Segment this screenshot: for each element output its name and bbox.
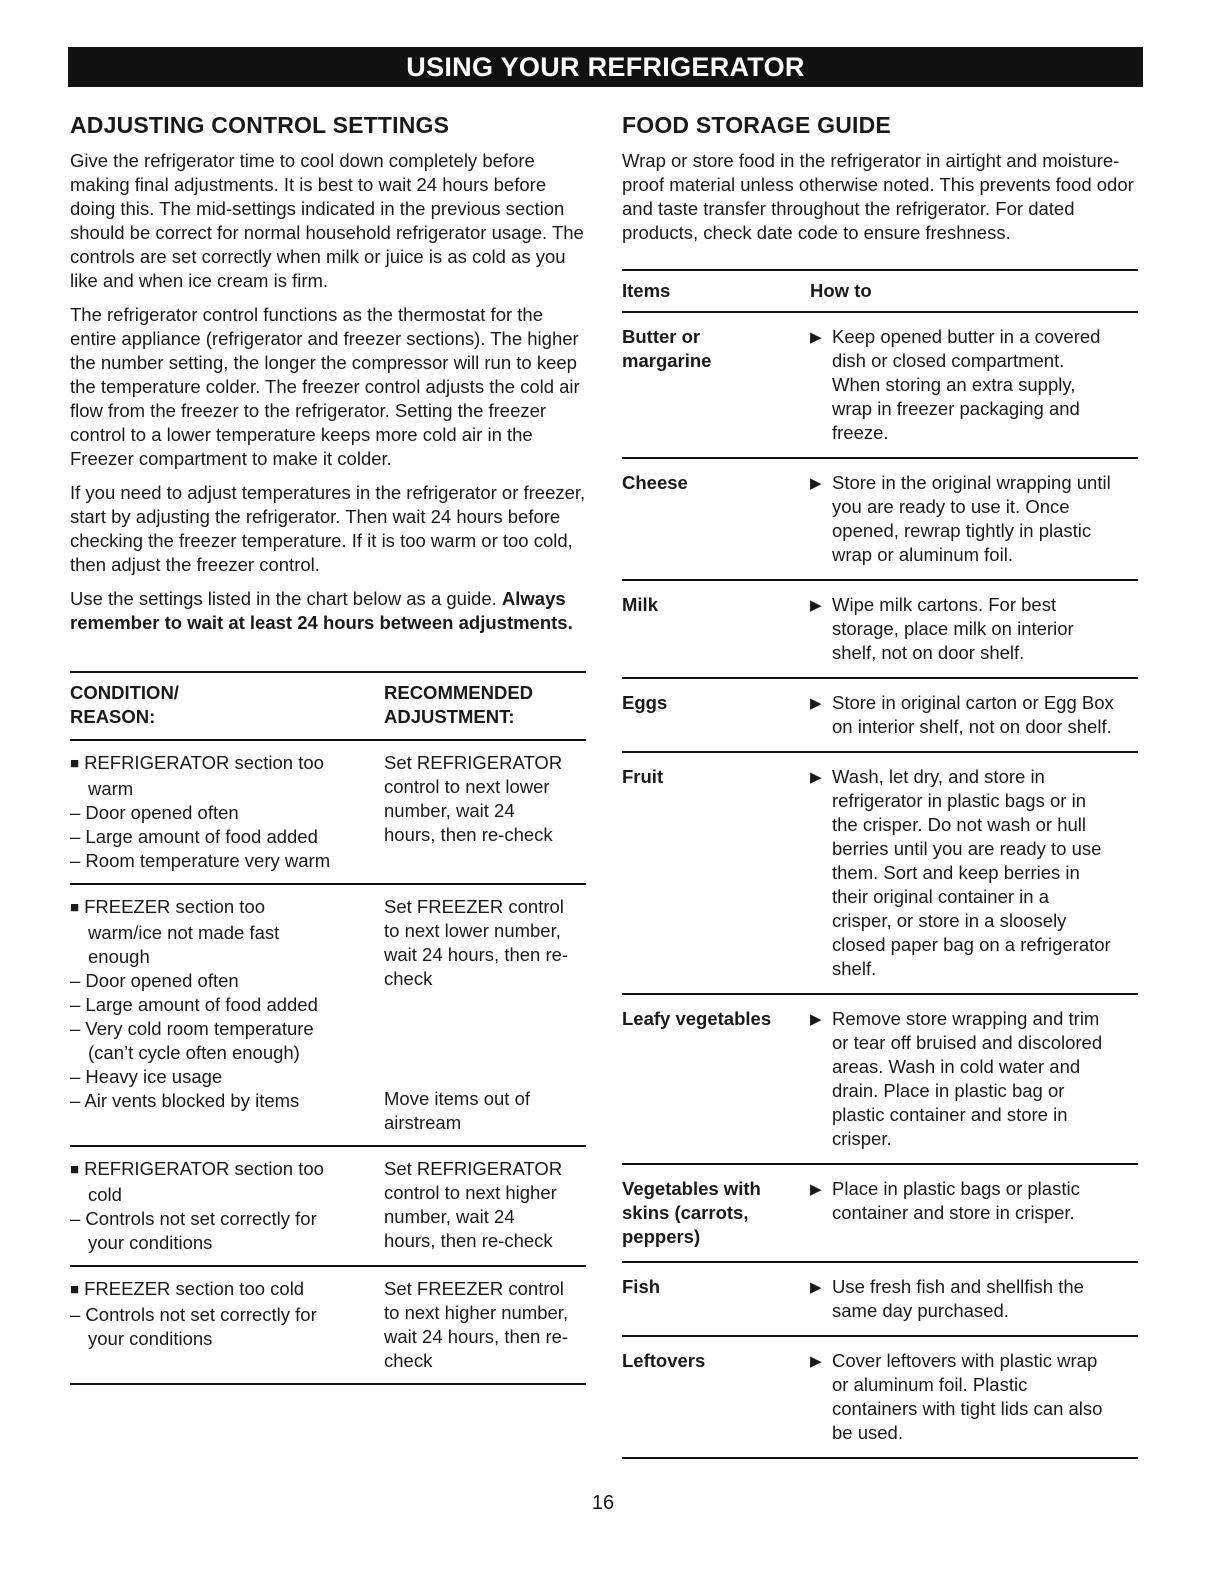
adjustment-line: airstream bbox=[384, 1112, 462, 1133]
how-to-line: dish or closed compartment. bbox=[832, 350, 1065, 371]
adjustment-line: wait 24 hours, then re- bbox=[384, 944, 569, 965]
adjustment-line: number, wait 24 bbox=[384, 1206, 515, 1227]
condition-item: – Door opened often bbox=[70, 970, 239, 991]
left-paragraph-2: The refrigerator control functions as the thermostat for the entire appliance (refrigerator and freezer sections). The higher the number setting, the longer the compressor will run to keep the temperature colder. The freezer control adjusts the cold air flow from the freezer to the refrigerator. Setting the freezer control to a lower temperature keeps more cold air in the Freezer compartment to make it colder. bbox=[70, 304, 580, 469]
food-item-line: skins (carrots, bbox=[622, 1202, 749, 1223]
adjustment-line: hours, then re-check bbox=[384, 824, 553, 845]
food-how-to bbox=[810, 1007, 1138, 1151]
how-to-line: wrap in freezer packaging and bbox=[832, 398, 1080, 419]
triangle-bullet-icon: ▶ bbox=[810, 475, 822, 492]
food-item-line: Cheese bbox=[622, 472, 688, 493]
food-item-name bbox=[622, 593, 810, 665]
how-to-line: berries until you are ready to use bbox=[832, 838, 1102, 859]
food-how-to bbox=[810, 1177, 1138, 1249]
food-item-name bbox=[622, 1177, 810, 1249]
triangle-bullet-icon: ▶ bbox=[810, 1181, 822, 1198]
how-to-line: storage, place milk on interior bbox=[832, 618, 1074, 639]
table-row bbox=[622, 1337, 1138, 1457]
how-to-line: crisper, or store in a sloosely bbox=[832, 910, 1067, 931]
header-recommended: RECOMMENDED bbox=[384, 682, 534, 703]
table-row bbox=[70, 741, 586, 885]
how-to-line: shelf, not on door shelf. bbox=[832, 642, 1025, 663]
condition-item: – Room temperature very warm bbox=[70, 850, 331, 871]
food-how-to bbox=[810, 471, 1138, 567]
food-item-line: Leafy vegetables bbox=[622, 1008, 772, 1029]
food-item-line: Vegetables with bbox=[622, 1178, 761, 1199]
how-to-line: refrigerator in plastic bags or in bbox=[832, 790, 1086, 811]
how-to-line: their original container in a bbox=[832, 886, 1049, 907]
food-item-line: Fish bbox=[622, 1276, 661, 1297]
condition-title-cont: cold bbox=[88, 1184, 122, 1205]
table-row bbox=[70, 1147, 586, 1267]
how-to-line: areas. Wash in cold water and bbox=[832, 1056, 1081, 1077]
adjustment-line: check bbox=[384, 968, 433, 989]
food-storage-guide-column bbox=[622, 112, 1138, 1459]
condition-item: – Very cold room temperature bbox=[70, 1018, 314, 1039]
wait-warning: Always remember to wait at least 24 hours between adjustments. bbox=[70, 588, 573, 633]
how-to-line: be used. bbox=[832, 1422, 903, 1443]
table-row bbox=[622, 679, 1138, 753]
condition-item: – Controls not set correctly for bbox=[70, 1304, 317, 1325]
square-bullet-icon: ■ bbox=[70, 899, 80, 916]
how-to-line: wrap or aluminum foil. bbox=[832, 544, 1013, 565]
food-how-to bbox=[810, 593, 1138, 665]
food-item-line: Eggs bbox=[622, 692, 668, 713]
table-row bbox=[622, 753, 1138, 995]
table-row bbox=[70, 885, 586, 1147]
adjustment-line: check bbox=[384, 1350, 433, 1371]
how-to-line: shelf. bbox=[832, 958, 877, 979]
food-item-line: Milk bbox=[622, 594, 658, 615]
food-item-name bbox=[622, 765, 810, 981]
table-row bbox=[70, 1267, 586, 1383]
condition-item: – Door opened often bbox=[70, 802, 239, 823]
condition-item-cont: your conditions bbox=[88, 1232, 213, 1253]
adjusting-control-settings-column bbox=[70, 112, 586, 1385]
adjustment-line: Set REFRIGERATOR bbox=[384, 1158, 563, 1179]
how-to-line: When storing an extra supply, bbox=[832, 374, 1076, 395]
header-adjustment: ADJUSTMENT: bbox=[384, 706, 515, 727]
condition-table-header bbox=[70, 673, 586, 741]
condition-title: REFRIGERATOR section too bbox=[84, 752, 324, 773]
food-item-name bbox=[622, 1349, 810, 1445]
how-to-line: closed paper bag on a refrigerator bbox=[832, 934, 1111, 955]
section-banner: USING YOUR REFRIGERATOR bbox=[68, 47, 1143, 87]
header-reason: REASON: bbox=[70, 706, 156, 727]
adjustment-line: control to next higher bbox=[384, 1182, 557, 1203]
how-to-line: drain. Place in plastic bag or bbox=[832, 1080, 1065, 1101]
adjustment-line: Set REFRIGERATOR bbox=[384, 752, 563, 773]
condition-title-cont: warm bbox=[88, 778, 134, 799]
condition-title: REFRIGERATOR section too bbox=[84, 1158, 324, 1179]
food-table-header bbox=[622, 271, 1138, 313]
how-to-line: or tear off bruised and discolored bbox=[832, 1032, 1103, 1053]
condition-title-cont: enough bbox=[88, 946, 150, 967]
adjustment-line: wait 24 hours, then re- bbox=[384, 1326, 569, 1347]
left-paragraph-3: If you need to adjust temperatures in the refrigerator or freezer, start by adjusting the refrigerator. Then wait 24 hours before checking the freezer temperature. If it is too warm or too cold, then adjust the freezer control. bbox=[70, 482, 586, 575]
header-condition: CONDITION/ bbox=[70, 682, 179, 703]
how-to-line: them. Sort and keep berries in bbox=[832, 862, 1080, 883]
condition-item: – Large amount of food added bbox=[70, 994, 318, 1015]
food-item-line: margarine bbox=[622, 350, 712, 371]
table-row bbox=[622, 459, 1138, 581]
adjustment-line: Set FREEZER control bbox=[384, 896, 564, 917]
adjustment-line: hours, then re-check bbox=[384, 1230, 553, 1251]
condition-item: – Large amount of food added bbox=[70, 826, 318, 847]
condition-item-cont: your conditions bbox=[88, 1328, 213, 1349]
table-row bbox=[622, 1165, 1138, 1263]
how-to-line: opened, rewrap tightly in plastic bbox=[832, 520, 1092, 541]
square-bullet-icon: ■ bbox=[70, 1161, 80, 1178]
how-to-line: container and store in crisper. bbox=[832, 1202, 1075, 1223]
food-item-line: Fruit bbox=[622, 766, 664, 787]
condition-table bbox=[70, 671, 586, 1385]
triangle-bullet-icon: ▶ bbox=[810, 769, 822, 786]
how-to-line: Remove store wrapping and trim bbox=[832, 1008, 1100, 1029]
how-to-line: or aluminum foil. Plastic bbox=[832, 1374, 1028, 1395]
condition-item: – Air vents blocked by items bbox=[70, 1090, 300, 1111]
adjustment-line: Set FREEZER control bbox=[384, 1278, 564, 1299]
left-paragraph-1: Give the refrigerator time to cool down completely before making final adjustments. It is best to wait 24 hours before doing this. The mid-settings indicated in the previous section should be correct for normal household refrigerator usage. The controls are set correctly when milk or juice is as cold as you like and when ice cream is firm. bbox=[70, 150, 584, 291]
how-to-line: Store in the original wrapping until bbox=[832, 472, 1111, 493]
food-storage-table bbox=[622, 269, 1138, 1459]
adjustment-line: Move items out of bbox=[384, 1088, 531, 1109]
food-how-to bbox=[810, 1275, 1138, 1323]
food-item-name bbox=[622, 691, 810, 739]
header-items: Items bbox=[622, 280, 671, 301]
how-to-line: the crisper. Do not wash or hull bbox=[832, 814, 1086, 835]
condition-item-cont: (can’t cycle often enough) bbox=[88, 1042, 300, 1063]
how-to-line: crisper. bbox=[832, 1128, 892, 1149]
adjustment-line: control to next lower bbox=[384, 776, 550, 797]
how-to-line: containers with tight lids can also bbox=[832, 1398, 1103, 1419]
how-to-line: you are ready to use it. Once bbox=[832, 496, 1070, 517]
table-row bbox=[622, 313, 1138, 459]
food-item-name bbox=[622, 471, 810, 567]
adjustment-line: number, wait 24 bbox=[384, 800, 515, 821]
food-item-name bbox=[622, 1007, 810, 1151]
how-to-line: Use fresh fish and shellfish the bbox=[832, 1276, 1084, 1297]
triangle-bullet-icon: ▶ bbox=[810, 329, 822, 346]
how-to-line: freeze. bbox=[832, 422, 889, 443]
left-heading: ADJUSTING CONTROL SETTINGS bbox=[70, 112, 450, 138]
food-how-to bbox=[810, 325, 1138, 445]
header-how-to: How to bbox=[810, 280, 872, 301]
square-bullet-icon: ■ bbox=[70, 1281, 80, 1298]
condition-title-cont: warm/ice not made fast bbox=[88, 922, 280, 943]
food-item-name bbox=[622, 1275, 810, 1323]
condition-item: – Controls not set correctly for bbox=[70, 1208, 317, 1229]
triangle-bullet-icon: ▶ bbox=[810, 695, 822, 712]
triangle-bullet-icon: ▶ bbox=[810, 1279, 822, 1296]
condition-item: – Heavy ice usage bbox=[70, 1066, 223, 1087]
how-to-line: plastic container and store in bbox=[832, 1104, 1068, 1125]
condition-title: FREEZER section too cold bbox=[84, 1278, 305, 1299]
how-to-line: Wipe milk cartons. For best bbox=[832, 594, 1057, 615]
adjustment-line: to next higher number, bbox=[384, 1302, 569, 1323]
right-heading: FOOD STORAGE GUIDE bbox=[622, 112, 891, 138]
triangle-bullet-icon: ▶ bbox=[810, 597, 822, 614]
food-how-to bbox=[810, 1349, 1138, 1445]
table-row bbox=[622, 995, 1138, 1165]
how-to-line: Wash, let dry, and store in bbox=[832, 766, 1045, 787]
page-number: 16 bbox=[591, 1492, 615, 1514]
left-paragraph-4 bbox=[70, 587, 586, 635]
food-item-name bbox=[622, 325, 810, 445]
how-to-line: Keep opened butter in a covered bbox=[832, 326, 1101, 347]
how-to-line: same day purchased. bbox=[832, 1300, 1009, 1321]
food-item-line: peppers) bbox=[622, 1226, 701, 1247]
square-bullet-icon: ■ bbox=[70, 755, 80, 772]
how-to-line: Cover leftovers with plastic wrap bbox=[832, 1350, 1098, 1371]
triangle-bullet-icon: ▶ bbox=[810, 1353, 822, 1370]
right-intro: Wrap or store food in the refrigerator in airtight and moisture-proof material unless otherwise noted. This prevents food odor and taste transfer throughout the refrigerator. For dated products, check date code to ensure freshness. bbox=[622, 150, 1134, 243]
food-how-to bbox=[810, 691, 1138, 739]
how-to-line: on interior shelf, not on door shelf. bbox=[832, 716, 1112, 737]
food-item-line: Leftovers bbox=[622, 1350, 706, 1371]
table-row bbox=[622, 581, 1138, 679]
adjustment-line: to next lower number, bbox=[384, 920, 561, 941]
triangle-bullet-icon: ▶ bbox=[810, 1011, 822, 1028]
condition-title: FREEZER section too bbox=[84, 896, 266, 917]
food-item-line: Butter or bbox=[622, 326, 701, 347]
how-to-line: Store in original carton or Egg Box bbox=[832, 692, 1114, 713]
guide-note: Use the settings listed in the chart below as a guide. bbox=[70, 588, 497, 609]
table-row bbox=[622, 1263, 1138, 1337]
how-to-line: Place in plastic bags or plastic bbox=[832, 1178, 1080, 1199]
food-how-to bbox=[810, 765, 1138, 981]
